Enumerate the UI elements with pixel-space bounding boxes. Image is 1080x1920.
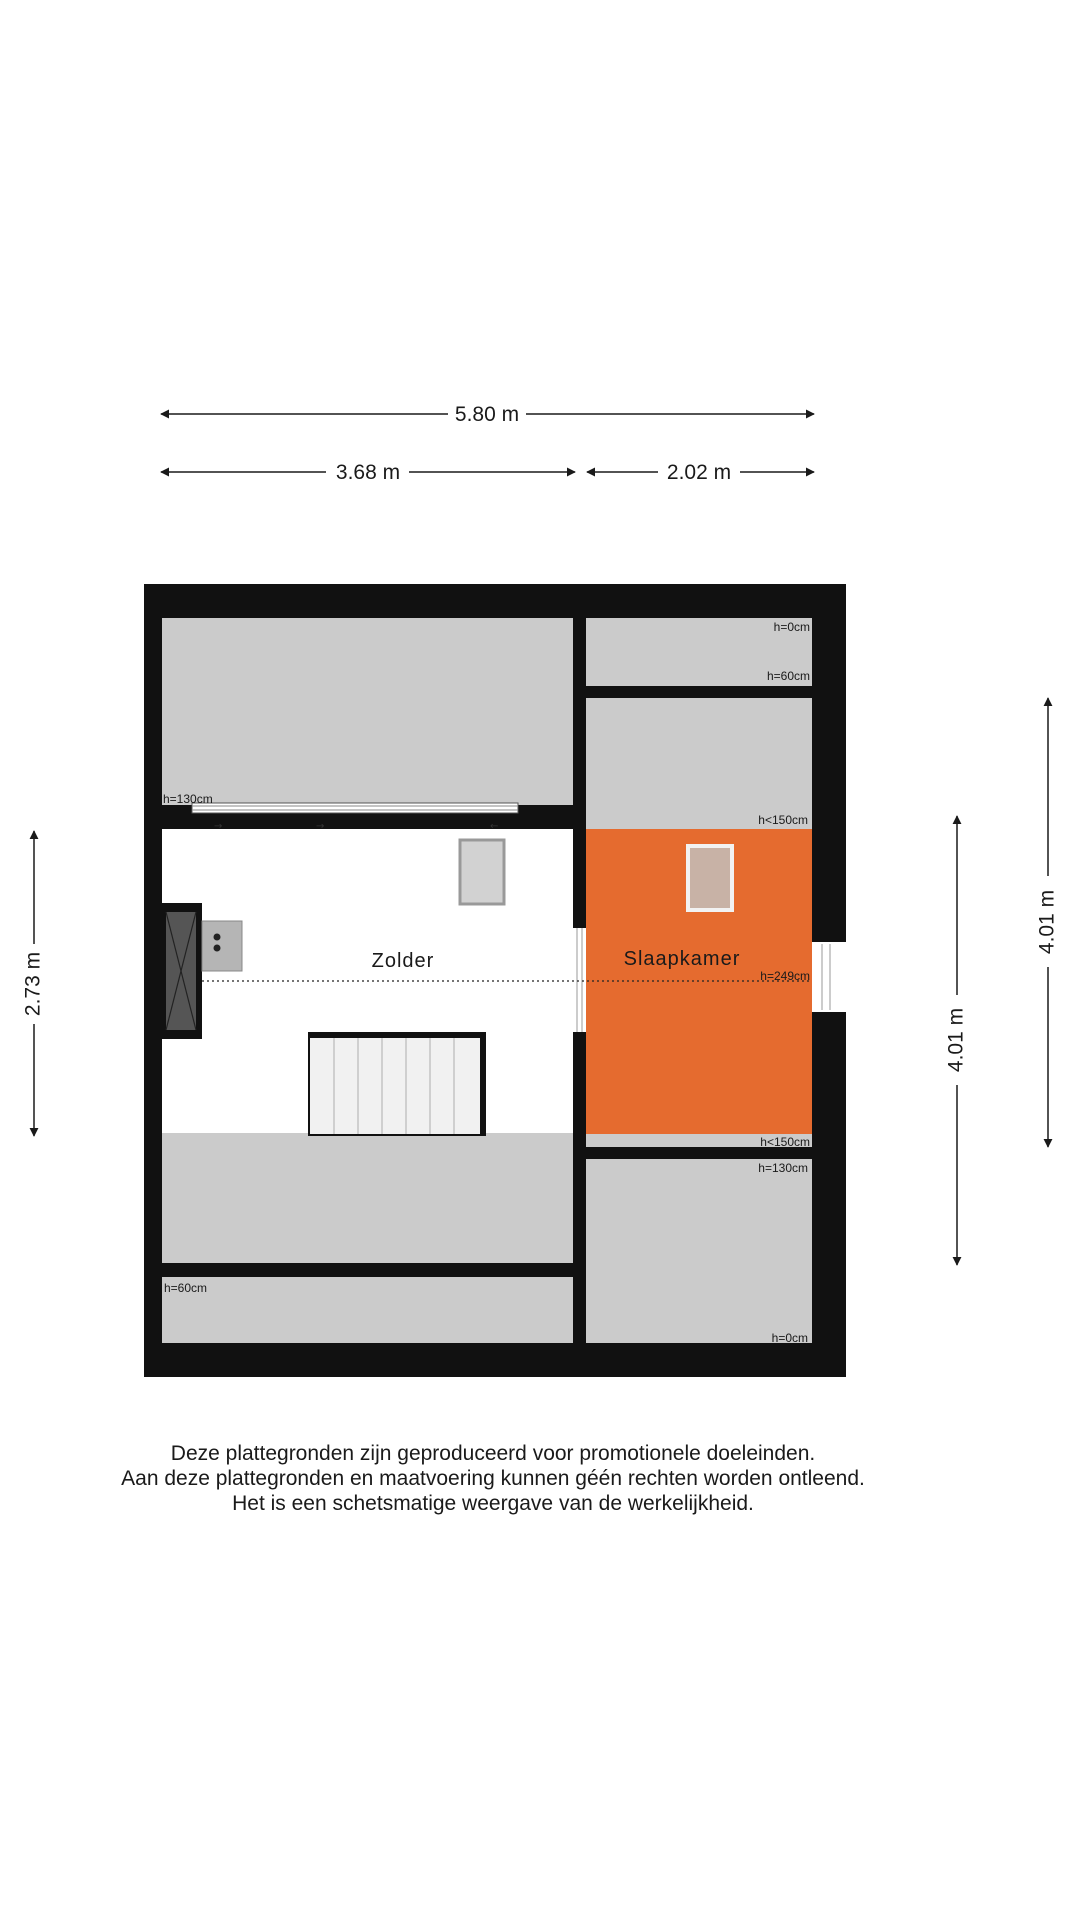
height-right-249: h=249cm xyxy=(760,969,810,983)
eaves-right-upper xyxy=(586,698,812,829)
height-bottom-right-0: h=0cm xyxy=(771,1331,808,1345)
disclaimer-line-1: Deze plattegronden zijn geproduceerd voor promotionele doeleinden. xyxy=(170,1442,816,1465)
height-top-right-60: h=60cm xyxy=(766,669,810,683)
roof-window-slaapkamer xyxy=(688,846,732,910)
boiler-unit xyxy=(202,921,242,971)
left-width-label: 3.68 m xyxy=(335,461,401,484)
height-top-right-0: h=0cm xyxy=(773,620,810,634)
eaves-left-lowest xyxy=(162,1277,573,1343)
window-right xyxy=(812,942,846,1012)
dimension-left-height xyxy=(22,831,45,1136)
dimension-right-outer-height xyxy=(1036,698,1059,1147)
staircase xyxy=(308,1032,486,1136)
svg-text:→: → xyxy=(316,821,325,832)
door-zolder-slaapkamer xyxy=(573,928,586,1032)
svg-text:←: ← xyxy=(490,821,499,832)
room-label-slaapkamer: Slaapkamer xyxy=(623,948,741,970)
svg-text:→: → xyxy=(214,821,223,832)
room-label-zolder: Zolder xyxy=(371,950,435,972)
dimension-right-width xyxy=(587,461,814,484)
eaves-left-bottom xyxy=(162,1133,573,1263)
disclaimer xyxy=(0,1441,986,1516)
eaves-right-lower xyxy=(586,1159,812,1343)
disclaimer-line-3: Het is een schetsmatige weergave van de werkelijkheid. xyxy=(232,1492,754,1515)
right-inner-height-label: 4.01 m xyxy=(944,1007,968,1073)
left-height-label: 2.73 m xyxy=(21,951,45,1017)
height-left-130: h=130cm xyxy=(163,792,213,806)
disclaimer-line-2: Aan deze plattegronden en maatvoering kunnen géén rechten worden ontleend. xyxy=(121,1467,865,1490)
right-width-label: 2.02 m xyxy=(666,461,732,484)
right-outer-height-label: 4.01 m xyxy=(1035,889,1059,955)
height-right-130: h=130cm xyxy=(758,1161,808,1175)
height-right-150-bottom: h<150cm xyxy=(760,1135,810,1149)
dimension-right-inner-height xyxy=(945,816,968,1265)
dimension-total-width xyxy=(161,403,814,426)
roof-window-zolder xyxy=(460,840,504,904)
eaves-left-top xyxy=(162,618,573,805)
height-left-60: h=60cm xyxy=(164,1281,208,1295)
total-width-label: 5.80 m xyxy=(454,403,520,426)
dimension-left-width xyxy=(161,461,575,484)
height-right-150-top: h<150cm xyxy=(758,813,808,827)
chimney-shaft xyxy=(162,903,202,1039)
